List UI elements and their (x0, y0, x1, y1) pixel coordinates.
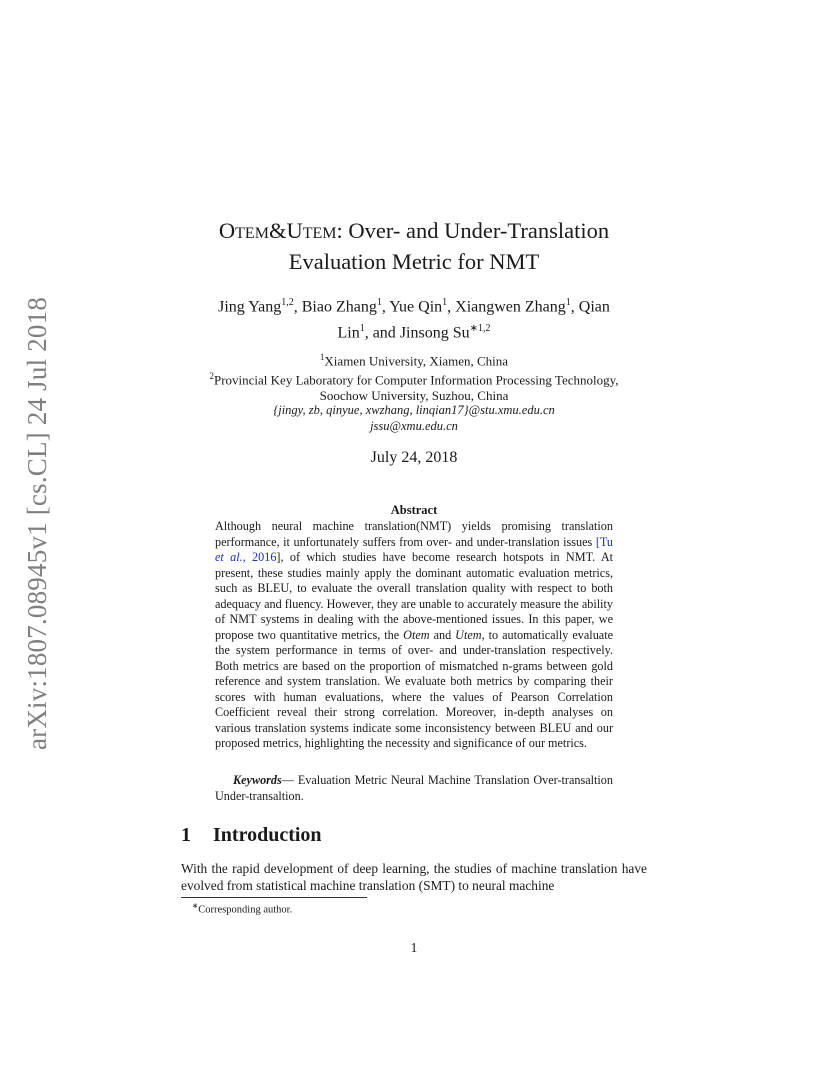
title-line-2: Evaluation Metric for NMT (288, 249, 540, 274)
title-utem: Utem (286, 218, 337, 243)
section-title: Introduction (213, 824, 322, 846)
footnote-text: Corresponding author. (198, 904, 293, 916)
title-rest: : Over- and Under-Translation (336, 218, 610, 243)
author-name: Jing Yang (218, 298, 282, 316)
author-name: Biao Zhang (301, 298, 377, 316)
intro-paragraph: With the rapid development of deep learning, the studies of machine translation have evolved from statistical machine translation (SMT) to neural machine (181, 861, 647, 893)
title-line-1 (180, 215, 648, 246)
author-affil-mark: 1 (359, 323, 365, 335)
footnote-mark: ∗ (192, 901, 199, 910)
email-student: {jingy, zb, qinyue, xwzhang, linqian17}@stu.xmu.edu.cn (273, 403, 555, 418)
keywords (215, 773, 613, 804)
author-affil-mark: 1 (565, 297, 571, 308)
author-name: Lin (337, 324, 360, 342)
abstract-body: Although neural machine translation(NMT) yields promising translation performance, it unfortunately suffers from over- and under-translation issues [Tu et al., 2016], of which studies have become research hotspots in NMT. At present, these studies mainly apply the dominant automatic evaluation metrics, such as BLEU, to evaluate the overall translation quality with respect to both adequacy and fluency. However, they are unable to accurately measure the ability of NMT systems in dealing with the above-mentioned issues. In this paper, we propose two quantitative metrics, the Otem and Utem, to automatically evaluate the system performance in terms of over- and under-translation respectively. Both metrics are based on the proportion of mismatched n-grams between gold reference and system translation. We evaluate both metrics by comparing their scores with human evaluations, where the values of Pearson Correlation Coefficient reveal their strong correlation. Moreover, in-depth analyses on various translation systems indicate some inconsistency between BLEU and our proposed metrics, highlighting the necessity and significance of our metrics. (215, 519, 614, 750)
author-and: , and (364, 324, 400, 342)
author-affil-mark: 1 (442, 297, 448, 308)
paper-title (180, 215, 648, 277)
footnote (192, 901, 292, 916)
title-ampersand: & (268, 218, 287, 243)
keywords-text: — Evaluation Metric Neural Machine Translation Over-transaltion Under-transaltion. (215, 773, 613, 803)
author-name: Jinsong Su (399, 324, 470, 342)
footnote-divider (181, 897, 367, 898)
affiliations (180, 350, 648, 434)
metric-utem: Utem (455, 627, 482, 642)
abstract-heading: Abstract (390, 503, 438, 517)
title-otem: Otem (218, 218, 269, 243)
keywords-label: Keywords (233, 773, 282, 787)
arxiv-sidebar (18, 288, 58, 758)
affiliation-2-cont: Soochow University, Suzhou, China (319, 387, 509, 403)
citation-link[interactable]: [Tu et al., 2016 (215, 534, 613, 564)
affiliation-1: $^1$Xiamen University, Xiamen, China (319, 352, 509, 369)
author-name: Xiangwen Zhang (455, 298, 566, 316)
section-number: 1 (181, 824, 191, 846)
author-affil-mark: ∗1,2 (469, 323, 491, 335)
author-list: Jing Yang$^{1,2}$, Biao Zhang$^1$, Yue Qin$^1$, Xiangwen Zhang$^1$, Qian Lin$^1$, and Jinsong $Su^{∗1,2}$ (218, 297, 610, 342)
arxiv-identifier: arXiv:1807.08945v1 [cs.CL] 24 Jul 2018 (22, 296, 53, 750)
paper-date: July 24, 2018 (370, 449, 458, 466)
author-affil-mark: 1 (376, 297, 382, 308)
section-heading (181, 824, 322, 847)
metric-otem: Otem (403, 627, 430, 642)
affiliation-2: $^2$Provincial Key Laboratory for Computer Information Processing Technology, (209, 370, 619, 388)
author-affil-mark: 1,2 (281, 297, 294, 308)
author-name: Qian (578, 298, 610, 316)
email-corresponding: jssu@xmu.edu.cn (370, 418, 458, 433)
page-number: 1 (410, 940, 418, 955)
author-name: Yue Qin (389, 298, 443, 316)
